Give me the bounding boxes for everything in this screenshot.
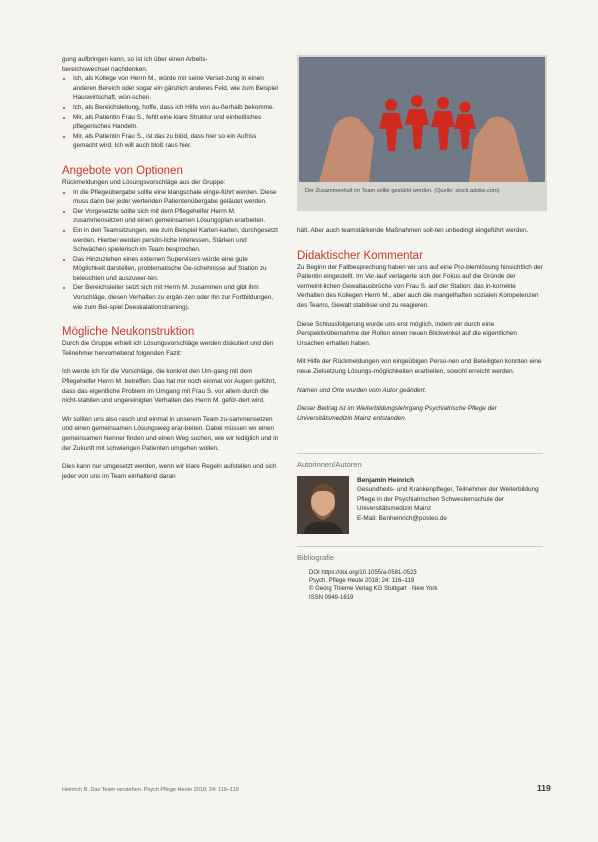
figure-caption: Der Zusammenhalt im Team sollte gestärkt werden. (Quelle: stock.adobe.com) — [305, 188, 500, 194]
list-item: • Der Vorgesetzte sollte sich mit dem Pflegehelfer Herrn M. zusammensetzen und einen gemeinsamen Lösungsplan erarbeiten. — [73, 207, 280, 226]
list-item: • Mir, als Patientin Frau S., fehlt eine klare Struktur und einheitliches pflegerisches Handeln. — [73, 113, 280, 132]
team-photo — [299, 57, 545, 182]
journal-line: Psych. Pflege Heute 2018; 24: 116–119 — [309, 577, 415, 584]
author-info — [357, 476, 543, 523]
bibliography — [297, 569, 543, 603]
list-item: • In die Pflegeübergabe sollte eine klangschale einge-führt werden. Diese muss dann bei jeder wertenden Patientenübergabe geläutet werden. — [73, 188, 280, 207]
issn-line: ISSN 0949-1619 — [309, 594, 354, 601]
author-affiliation: Gesundheits- und Krankenpfleger, Teilnehmer der Weiterbildung Pflege in der Psychiatrischen Schwesternschule der Universitätsmedizin Mainz — [357, 485, 539, 513]
list-item: • Ich, als Bereichsleitung, hoffe, dass ich Hilfe von au-ßerhalb bekomme. — [73, 103, 280, 113]
author-block — [297, 476, 543, 538]
author-photo — [297, 476, 349, 534]
options-list — [62, 188, 280, 313]
paragraph: hält. Aber auch teamstärkende Maßnahmen soll-ten unbedingt eingeführt werden. — [297, 227, 529, 234]
section-heading-angebote: Angebote von Optionen — [62, 164, 183, 177]
divider — [297, 546, 543, 547]
paragraph: Ich werde ich für die Vorschläge, die konkret den Um-gang mit dem Pflegehelfer Herrn M. betreffen. Das hat mir noch einmal vor Augen geführt, dass das eigentliche Problem im Umgang mit Frau S. vor allem durch die nicht-stabilen und ungereinigten Verhalten des Herrn M. geför-dert wird. — [62, 368, 277, 405]
list-item: • Mir, als Patientin Frau S., ist das zu blöd, dass hier so ein Aufriss gemacht wird. Ich will auch bloß raus hier. — [73, 132, 280, 151]
intro-line: gung aufbringen kann, so ist ich über einen Arbeits- — [62, 56, 208, 63]
page-number: 119 — [537, 783, 551, 793]
paper-people-illustration — [299, 57, 545, 182]
perspective-list — [62, 74, 280, 151]
list-item: • Das Hinzuziehen eines externen Supervisors würde eine gute Möglichkeit darstellen, problematische Ge-schehnisse auf Station zu beleuchten und auszuwer-ten. — [73, 255, 280, 284]
footer-citation: Heinrich B. Das Team verstehen. Psych Pflege Heute 2018; 24: 116–119 — [62, 787, 239, 793]
left-column — [62, 55, 280, 481]
paragraph: Dies kann nur umgesetzt werden, wenn wir klare Regeln aufstellen und sich jeder von uns im Team einhaltend daran — [62, 463, 277, 480]
list-item: • Ich, als Kollege von Herrn M., würde mir seine Verset-zung in einen anderen Bereich oder sogar ein gänzlich anderes Feld, wie zum Beispiel Hauswirtschaft, wün-schen. — [73, 74, 280, 103]
publisher-line: © Georg Thieme Verlag KG Stuttgart · New York — [309, 586, 438, 593]
doi-line: DOI https://doi.org/10.1055/a-0581-0523 — [309, 569, 417, 576]
note: Dieser Beitrag ist im Weiterbildungslehrgang Psychiatrische Pflege der Universitätsmedizin Mainz entstanden. — [297, 405, 497, 422]
paragraph: Mit Hilfe der Rückmeldungen von eingeübigen Perso-nen und Beteiligten konnten eine neue Zielsetzung Lösungs-möglichkeiten erarbeiten, sowohl erreicht werden. — [297, 358, 542, 375]
section-heading-neukonstruktion: Mögliche Neukonstruktion — [62, 326, 195, 339]
right-column — [297, 226, 543, 602]
list-item: • Ein in den Teamsitzungen, wie zum Beispiel Karten-karten, durchgesetzt werden. Hierbei werden persön-liche Interessen, Stärken und Schwächen spielerisch im Team besprochen. — [73, 226, 280, 255]
note: Namen und Orte wurden vom Autor geändert. — [297, 386, 427, 394]
divider — [297, 453, 543, 454]
paragraph: Wir sollten uns also rasch und einmal in unserem Team zu-sammensetzen und einen gemeinsamen Lösungsweg erar-beiten. Dabei müssen wir einen gemeinsamen Nenner finden und einen Weg suchen, wie wir lediglich und in der Zukunft mit schwierigen Patienten umgehen wollen. — [62, 415, 279, 452]
paragraph: Diese Schlussfolgerung wurde uns erst möglich, indem wir durch eine Perspektivübernahme der Rollen einen neuen Blickwinkel auf die eigentlichen Ursachen erhalten haben. — [297, 320, 517, 347]
authors-heading: Autorinnen/Autoren — [297, 460, 362, 470]
author-name: Benjamin Heinrich — [357, 476, 415, 484]
avatar-portrait — [297, 476, 349, 534]
section-heading-didaktik: Didaktischer Kommentar — [297, 249, 423, 262]
figure — [297, 55, 547, 211]
paragraph: Zu Beginn der Fallbesprechung haben wir uns auf eine Pro-blemlösung hinsichtlich der Patientin eingestellt. Im Ver-lauf verlagerte sich der Fokus auf die Gründe der vermeint-lichen Gewaltausbrüche von Frau S. auf der Station: das in-korrekte Verhalten des Kollegen Herrn M., aber auch die mangelhaften sozialen Kompetenzen des Teams, Gewalt stabilisie und zu reagieren. — [297, 263, 543, 309]
intro-line: bereichswechsel nachdenken. — [62, 65, 148, 73]
section-intro: Rückmeldungen und Lösungsvorschläge aus der Gruppe: — [62, 178, 226, 186]
author-email: E-Mail: Benheinrich@posteo.de — [357, 514, 447, 522]
bibliography-heading: Bibliografie — [297, 552, 335, 562]
paragraph: Durch die Gruppe erhielt ich Lösungsvorschläge werden diskutiert und den Teilnehmer hervorhebend folgenden Fazit: — [62, 340, 274, 357]
list-item: • Der Bereichsleiter setzt sich mit Herrn M. zusammen und gibt ihm Vorschläge, diesen Verhalten zu ergän-zen oder ihn zur Fortbildungen, wie zum Bei-spiel Deeskalationstraining). — [73, 283, 280, 312]
